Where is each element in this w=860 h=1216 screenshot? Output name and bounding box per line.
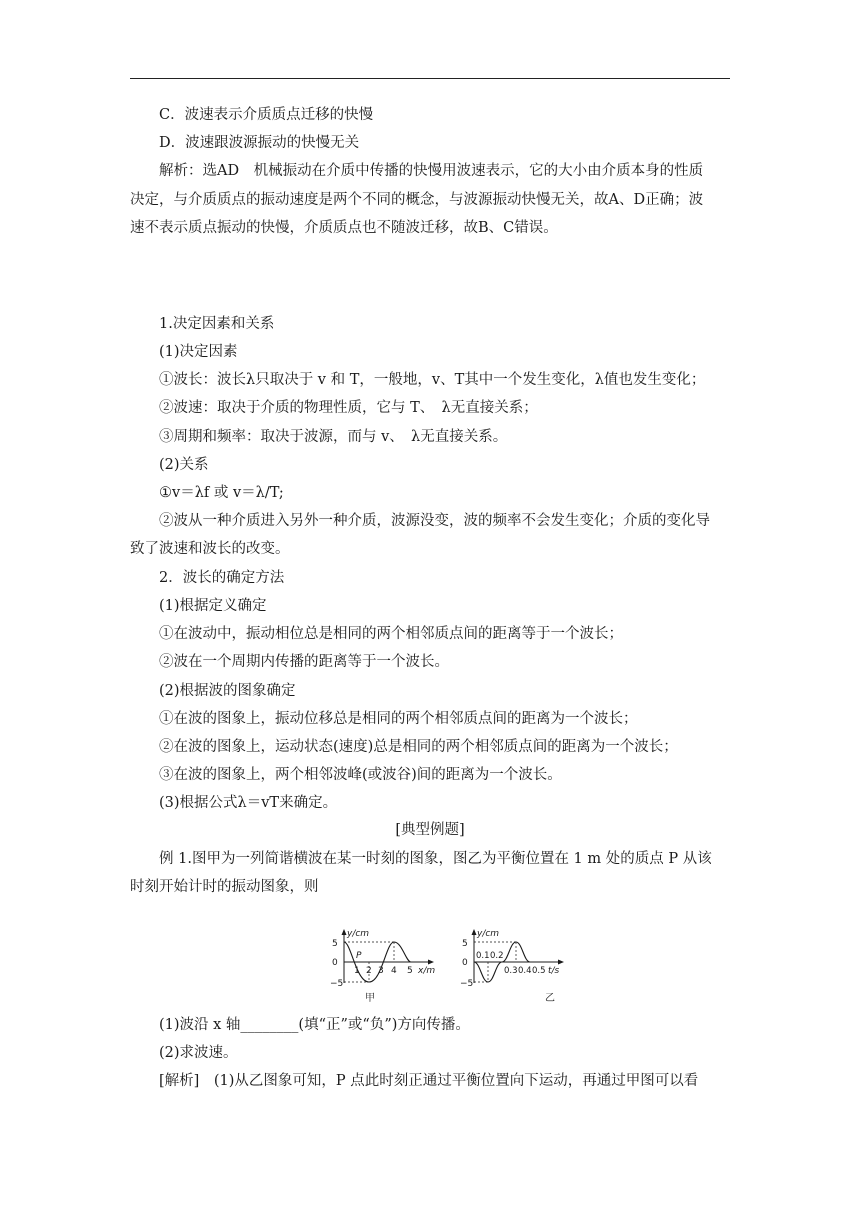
header-rule [130, 78, 730, 79]
point-p-label: P [356, 951, 362, 961]
jia-x-tick: 4 [391, 966, 397, 976]
yi-x-axis-label: t/s [548, 966, 560, 976]
figure-jia [330, 925, 450, 1005]
jia-caption: 甲 [365, 993, 375, 1004]
yi-x-tick: 0.2 [490, 951, 504, 961]
subheading: (1)决定因素 [159, 344, 238, 360]
jia-x-tick: 1 [354, 966, 360, 976]
question-part-2: (2)求波速。 [159, 1045, 238, 1061]
yi-y-tick: 5 [462, 939, 468, 949]
body-line: ②波从一种介质进入另外一种介质，波源没变，波的频率不会发生变化；介质的变化导 [159, 513, 710, 529]
body-line: ①波长：波长λ只取决于 v 和 T，一般地，v、T其中一个发生变化，λ值也发生变化； [159, 372, 706, 388]
analysis-line-1: 解析：选AD 机械振动在介质中传播的快慢用波速表示，它的大小由介质本身的性质 [159, 163, 704, 179]
yi-x-tick: 0.3 [504, 966, 518, 976]
body-line: ①在波动中，振动相位总是相同的两个相邻质点间的距离等于一个波长； [159, 626, 623, 642]
yi-x-tick: 0.1 [476, 951, 490, 961]
jia-y-tick: 0 [332, 958, 338, 968]
formula-line: ①v＝λf 或 v＝λ/T; [159, 485, 284, 501]
section-heading-1: 1.决定因素和关系 [159, 316, 275, 332]
example-heading: [典型例题] [395, 822, 465, 838]
jia-x-tick: 3 [378, 966, 384, 976]
body-line: ②波速：取决于介质的物理性质，它与 T、 λ无直接关系； [159, 400, 538, 416]
figure-yi [460, 925, 580, 1005]
jia-y-axis-label: y/cm [347, 929, 370, 939]
jia-y-tick: −5 [330, 979, 344, 989]
yi-x-tick: 0.4 [518, 966, 532, 976]
yi-y-tick: 0 [462, 958, 468, 968]
yi-x-tick: 0.5 [532, 966, 546, 976]
body-line: ②在波的图象上，运动状态(速度)总是相同的两个相邻质点间的距离为一个波长； [159, 739, 678, 755]
example-question-line-2: 时刻开始计时的振动图象，则 [130, 879, 319, 895]
wave-figures [330, 925, 580, 1005]
option-c: C．波速表示介质质点迁移的快慢 [159, 107, 374, 123]
option-d: D．波速跟波源振动的快慢无关 [159, 135, 360, 151]
body-line: ①在波的图象上，振动位移总是相同的两个相邻质点间的距离为一个波长； [159, 711, 638, 727]
jia-y-tick: 5 [332, 939, 338, 949]
body-line: ③在波的图象上，两个相邻波峰(或波谷)间的距离为一个波长。 [159, 767, 562, 783]
question-part-1: (1)波沿 x 轴________(填“正”或“负”)方向传播。 [159, 1017, 470, 1033]
example-question-line-1: 例 1.图甲为一列简谐横波在某一时刻的图象，图乙为平衡位置在 1 m 处的质点 P 从该 [159, 851, 712, 867]
solution-line-1: [解析] (1)从乙图象可知，P 点此时刻正通过平衡位置向下运动，再通过甲图可以看 [159, 1073, 699, 1089]
body-line: ③周期和频率：取决于波源，而与 v、 λ无直接关系。 [159, 429, 508, 445]
subheading: (2)关系 [159, 457, 209, 473]
jia-x-tick: 5 [407, 966, 413, 976]
jia-x-axis-label: x/m [418, 966, 436, 976]
section-heading-2: 2．波长的确定方法 [159, 570, 285, 586]
body-line: 致了波速和波长的改变。 [130, 541, 290, 557]
formula-line: (3)根据公式λ＝vT来确定。 [159, 795, 338, 811]
jia-x-tick: 2 [366, 966, 372, 976]
analysis-line-3: 速不表示质点振动的快慢，介质质点也不随波迁移，故B、C错误。 [130, 220, 558, 236]
yi-caption: 乙 [545, 993, 555, 1004]
body-line: ②波在一个周期内传播的距离等于一个波长。 [159, 654, 449, 670]
analysis-line-2: 决定，与介质质点的振动速度是两个不同的概念，与波源振动快慢无关，故A、D正确；波 [130, 192, 704, 208]
yi-y-axis-label: y/cm [477, 929, 500, 939]
yi-y-tick: −5 [460, 979, 474, 989]
subheading: (2)根据波的图象确定 [159, 683, 296, 699]
subheading: (1)根据定义确定 [159, 598, 267, 614]
